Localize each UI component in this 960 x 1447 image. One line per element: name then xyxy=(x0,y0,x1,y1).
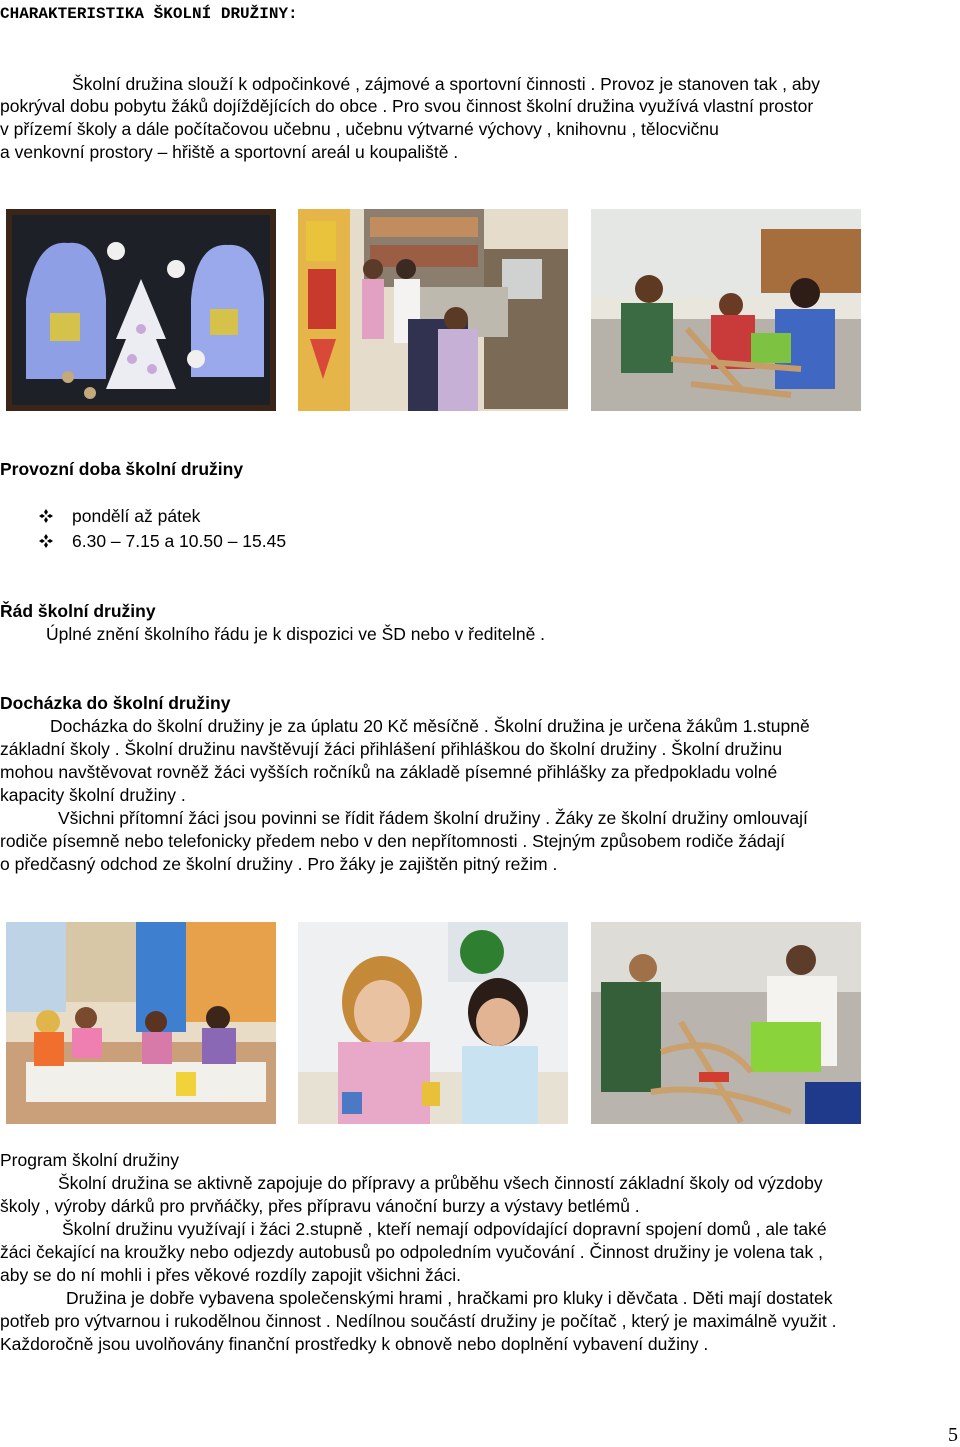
photo-boys-building-track xyxy=(591,922,861,1124)
bullet-text-hours: 6.30 – 7.15 a 10.50 – 15.45 xyxy=(72,531,287,551)
page-number: 5 xyxy=(948,1424,958,1446)
dochazka-line-3: mohou navštěvovat rovněž žáci vyšších ročníků na základě písemné přihlášky za předpokladu volné xyxy=(0,762,778,782)
photo-girls-drawing-classroom xyxy=(6,922,276,1124)
section-heading-dochazka: Docházka do školní družiny xyxy=(0,693,231,713)
section-heading-rad: Řád školní družiny xyxy=(0,601,156,621)
photo-computer-corner xyxy=(298,209,568,411)
dochazka-line-4: kapacity školní družiny . xyxy=(0,785,186,805)
section-heading-program: Program školní družiny xyxy=(0,1150,179,1170)
diamond-bullet-icon xyxy=(38,508,54,524)
bullet-text-days: pondělí až pátek xyxy=(72,506,201,526)
page-title: CHARAKTERISTIKA ŠKOLNÍ DRUŽINY: xyxy=(0,5,298,23)
program-line-3: Školní družinu využívají i žáci 2.stupně , kteří nemají odpovídající dopravní spojení domů , ale také xyxy=(62,1219,827,1239)
section-heading-provozni: Provozní doba školní družiny xyxy=(0,459,244,479)
intro-line-2: pokrýval dobu pobytu žáků dojíždějících do obce . Pro svou činnost školní družina využívá vlastní prostor xyxy=(0,96,814,116)
program-line-7: potřeb pro výtvarnou i rukodělnou činnost . Nedílnou součástí družiny je počítač , který je maximálně využit . xyxy=(0,1311,837,1331)
photo-winter-decoration xyxy=(6,209,276,411)
intro-line-1: Školní družina slouží k odpočinkové , zájmové a sportovní činnosti . Provoz je stanoven tak , aby xyxy=(72,74,821,94)
program-line-4: žáci čekající na kroužky nebo odjezdy autobusů po odpoledním vyučování . Činnost družiny je volena tak , xyxy=(0,1242,823,1262)
dochazka-line-5: Všichni přítomní žáci jsou povinni se řídit řádem školní družiny . Žáky ze školní družiny omlouvají xyxy=(58,808,808,828)
diamond-bullet-icon xyxy=(38,533,54,549)
photo-children-painting xyxy=(298,922,568,1124)
dochazka-line-1: Docházka do školní družiny je za úplatu 20 Kč měsíčně . Školní družina je určena žákům 1.stupně xyxy=(50,716,810,736)
photo-boys-train-set xyxy=(591,209,861,411)
dochazka-line-2: základní školy . Školní družinu navštěvují žáci přihlášení přihláškou do školní družiny . Školní družinu xyxy=(0,739,783,759)
dochazka-line-7: o předčasný odchod ze školní družiny . Pro žáky je zajištěn pitný režim . xyxy=(0,854,558,874)
program-line-8: Každoročně jsou uvolňovány finanční prostředky k obnově nebo doplnění vybavení dužiny . xyxy=(0,1334,709,1354)
program-line-2: školy , výroby dárků pro prvňáčky, přes přípravu vánoční burzy a výstavy betlémů . xyxy=(0,1196,640,1216)
intro-line-3: v přízemí školy a dále počítačovou učebnu , učebnu výtvarné výchovy , knihovnu , tělocvičnu xyxy=(0,119,719,139)
intro-line-4: a venkovní prostory – hřiště a sportovní areál u koupaliště . xyxy=(0,142,459,162)
program-line-1: Školní družina se aktivně zapojuje do přípravy a průběhu všech činností základní školy od výzdoby xyxy=(58,1173,823,1193)
program-line-6: Družina je dobře vybavena společenskými hrami , hračkami pro kluky i děvčata . Děti mají dostatek xyxy=(66,1288,833,1308)
dochazka-line-6: rodiče písemně nebo telefonicky předem nebo v den nepřítomnosti . Stejným způsobem rodiče žádají xyxy=(0,831,786,851)
program-line-5: aby se do ní mohli i přes věkové rozdíly zapojit všichni žáci. xyxy=(0,1265,462,1285)
rad-text: Úplné znění školního řádu je k dispozici ve ŠD nebo v ředitelně . xyxy=(46,624,546,644)
